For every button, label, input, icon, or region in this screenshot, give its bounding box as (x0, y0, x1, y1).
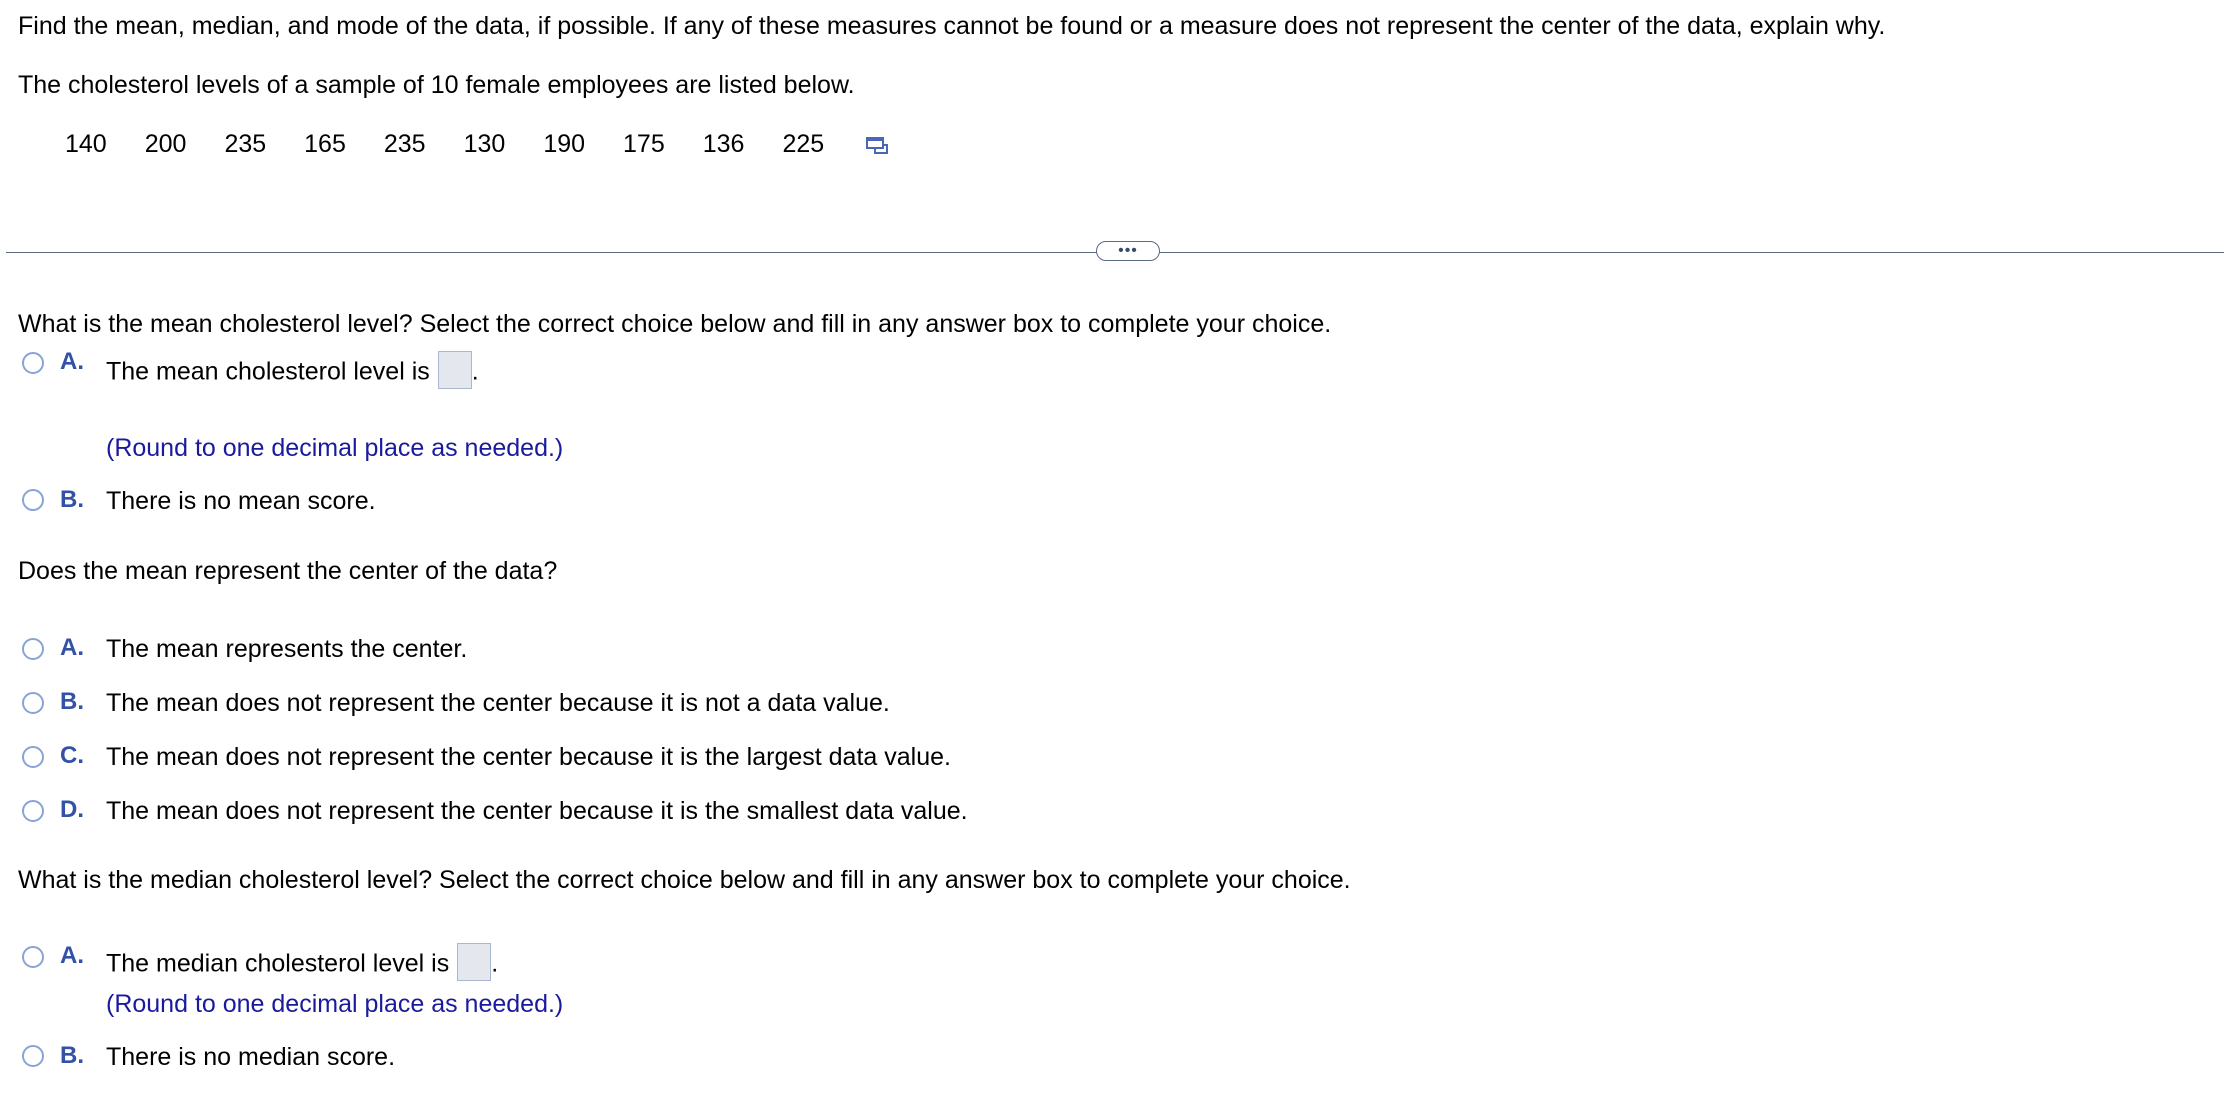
data-values-row (48, 130, 891, 159)
choice-median-a-suffix: . (491, 949, 499, 978)
choice-center-c-text[interactable]: The mean does not represent the center because it is the largest data value. (106, 743, 951, 771)
mean-answer-input[interactable] (438, 351, 472, 389)
choice-letter-median-a[interactable]: A. (60, 942, 84, 969)
copy-data-icon-graphic (865, 133, 891, 157)
question-mean-center-prompt: Does the mean represent the center of the data? (18, 557, 558, 585)
radio-center-c[interactable] (22, 746, 44, 768)
radio-center-a[interactable] (22, 638, 44, 660)
data-value: 140 (65, 130, 107, 158)
choice-center-d-text[interactable]: The mean does not represent the center because it is the smallest data value. (106, 797, 968, 825)
choice-median-a-text: The median cholesterol level is (106, 949, 450, 978)
data-value: 130 (463, 130, 506, 158)
radio-mean-b[interactable] (22, 489, 44, 511)
data-value: 136 (702, 130, 745, 158)
radio-center-b[interactable] (22, 692, 44, 714)
radio-median-a[interactable] (22, 946, 44, 968)
choice-letter-center-a[interactable]: A. (60, 634, 84, 661)
question-median-prompt: What is the median cholesterol level? Select the correct choice below and fill in any answer box to complete your choice. (18, 866, 1351, 894)
choice-median-a[interactable] (106, 946, 498, 984)
copy-data-icon[interactable] (865, 133, 891, 157)
data-value: 165 (304, 130, 346, 158)
question-mean-prompt: What is the mean cholesterol level? Select the correct choice below and fill in any answer box to complete your choice. (18, 310, 1332, 338)
median-answer-input[interactable] (457, 943, 491, 981)
round-hint-median: (Round to one decimal place as needed.) (106, 990, 564, 1018)
data-value: 235 (383, 130, 426, 158)
expand-button[interactable]: ••• (1096, 241, 1160, 261)
data-value: 200 (144, 130, 187, 158)
radio-center-d[interactable] (22, 800, 44, 822)
choice-mean-a-suffix: . (471, 357, 479, 386)
choice-letter-mean-a[interactable]: A. (60, 348, 84, 375)
choice-letter-median-b[interactable]: B. (60, 1042, 84, 1069)
choice-letter-mean-b[interactable]: B. (60, 486, 84, 513)
choice-letter-center-d[interactable]: D. (60, 796, 84, 823)
data-value: 225 (782, 130, 825, 158)
data-value: 190 (543, 130, 586, 158)
choice-median-b-text[interactable]: There is no median score. (106, 1043, 396, 1071)
radio-median-b[interactable] (22, 1045, 44, 1067)
choice-letter-center-b[interactable]: B. (60, 688, 84, 715)
choice-center-b-text[interactable]: The mean does not represent the center because it is not a data value. (106, 689, 890, 717)
choice-letter-center-c[interactable]: C. (60, 742, 84, 769)
instruction-text: Find the mean, median, and mode of the data, if possible. If any of these measures cannot be found or a measure does not represent the center of the data, explain why. (18, 12, 1886, 40)
data-value: 175 (623, 130, 665, 158)
data-intro-text: The cholesterol levels of a sample of 10 female employees are listed below. (18, 71, 855, 99)
choice-mean-a[interactable] (106, 354, 479, 392)
choice-center-a-text[interactable]: The mean represents the center. (106, 635, 468, 663)
data-value: 235 (224, 130, 267, 158)
radio-mean-a[interactable] (22, 352, 44, 374)
choice-mean-b-text[interactable]: There is no mean score. (106, 487, 376, 515)
choice-mean-a-text: The mean cholesterol level is (106, 357, 430, 386)
round-hint-mean: (Round to one decimal place as needed.) (106, 434, 564, 462)
